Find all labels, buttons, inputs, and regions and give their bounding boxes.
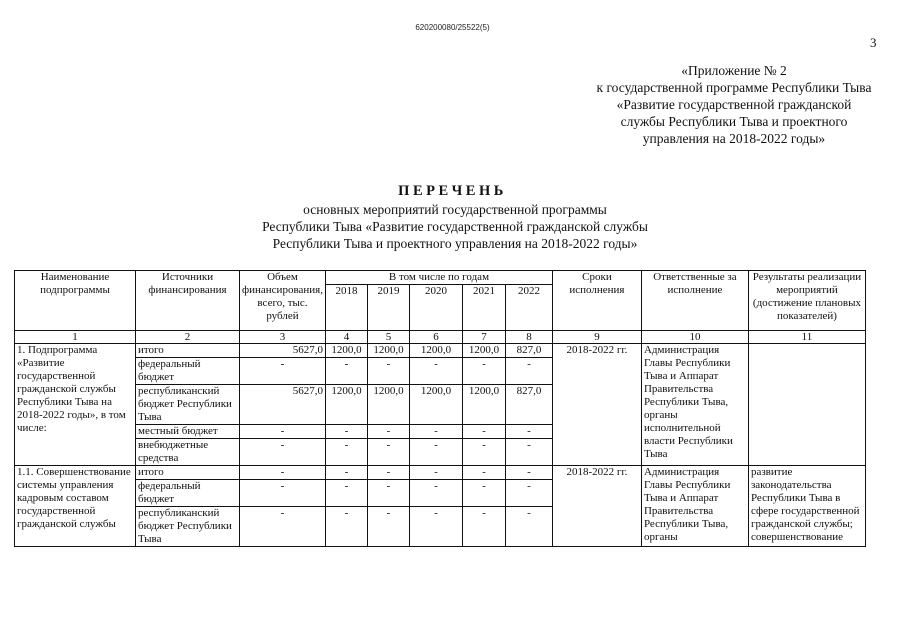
page-number: 3	[870, 35, 877, 50]
year-value: -	[367, 507, 409, 547]
total-value: -	[240, 358, 326, 385]
table-row	[15, 466, 866, 480]
year-value: -	[462, 358, 505, 385]
appendix-line: «Развитие государственной гражданской	[616, 97, 852, 112]
column-number: 11	[748, 331, 865, 344]
column-number: 10	[641, 331, 748, 344]
year-value: -	[325, 439, 367, 466]
year-value: 1200,0	[462, 344, 505, 358]
total-value: -	[240, 466, 326, 480]
year-value: -	[462, 507, 505, 547]
year-value: 1200,0	[367, 344, 409, 358]
year-value: -	[409, 507, 462, 547]
appendix-line: к государственной программе Республики Тыва	[596, 80, 872, 95]
funding-source: внебюджетные средства	[136, 439, 240, 466]
year-value: 1200,0	[325, 385, 367, 425]
header-year: 2021	[462, 285, 505, 331]
total-value: 5627,0	[240, 385, 326, 425]
year-value: -	[462, 480, 505, 507]
funding-source: итого	[136, 466, 240, 480]
header-volume: Объем финансирования, всего, тыс. рублей	[240, 271, 326, 331]
header-year: 2019	[367, 285, 409, 331]
year-value: 1200,0	[409, 344, 462, 358]
header-year: 2020	[409, 285, 462, 331]
year-value: -	[462, 466, 505, 480]
year-value: -	[409, 466, 462, 480]
subtitle-line: Республики Тыва «Развитие государственной гражданской службы	[262, 219, 648, 234]
total-value: -	[240, 507, 326, 547]
funding-source: федеральный бюджет	[136, 358, 240, 385]
year-value: -	[367, 439, 409, 466]
year-value: -	[505, 439, 552, 466]
year-value: -	[367, 466, 409, 480]
column-number: 1	[15, 331, 136, 344]
result	[748, 344, 865, 466]
year-value: 827,0	[505, 385, 552, 425]
year-value: -	[505, 466, 552, 480]
year-value: -	[325, 425, 367, 439]
year-value: -	[505, 507, 552, 547]
header-year: 2018	[325, 285, 367, 331]
document-code: 620200080/25522(5)	[415, 23, 490, 32]
header-terms: Сроки исполнения	[552, 271, 641, 331]
total-value: -	[240, 425, 326, 439]
subprogram-name: 1. Подпрограмма «Развитие государственной гражданской службы Республики Тыва на 2018-2022 годы», в том числе:	[15, 344, 136, 466]
column-number: 8	[505, 331, 552, 344]
year-value: -	[367, 358, 409, 385]
column-number: 7	[462, 331, 505, 344]
year-value: -	[409, 358, 462, 385]
result: развитие законодательства Республики Тыва в сфере государственной гражданской службы; совершенствование	[748, 466, 865, 547]
year-value: -	[367, 480, 409, 507]
header-name: Наименование подпрограммы	[15, 271, 136, 331]
subtitle-line: основных мероприятий государственной программы	[303, 202, 607, 217]
total-value: -	[240, 480, 326, 507]
total-value: -	[240, 439, 326, 466]
year-value: -	[325, 466, 367, 480]
funding-source: итого	[136, 344, 240, 358]
year-value: 1200,0	[462, 385, 505, 425]
funding-source: республиканский бюджет Республики Тыва	[136, 385, 240, 425]
year-value: 1200,0	[367, 385, 409, 425]
appendix-line: «Приложение № 2	[681, 63, 787, 78]
document-subtitle	[180, 201, 730, 252]
subprogram-name: 1.1. Совершенствование системы управления кадровым составом государственной гражданской службы	[15, 466, 136, 547]
year-value: 827,0	[505, 344, 552, 358]
year-value: -	[409, 480, 462, 507]
responsible: Администрация Главы Республики Тыва и Аппарат Правительства Республики Тыва, органы	[641, 466, 748, 547]
table-header-row	[15, 271, 866, 285]
column-number: 6	[409, 331, 462, 344]
year-value: -	[409, 439, 462, 466]
year-value: -	[325, 507, 367, 547]
table-row	[15, 344, 866, 358]
column-number: 9	[552, 331, 641, 344]
appendix-heading	[548, 62, 905, 147]
total-value: 5627,0	[240, 344, 326, 358]
year-value: 1200,0	[325, 344, 367, 358]
year-value: -	[462, 425, 505, 439]
year-value: -	[325, 480, 367, 507]
measures-table	[14, 270, 866, 547]
column-number-row	[15, 331, 866, 344]
year-value: -	[409, 425, 462, 439]
header-year: 2022	[505, 285, 552, 331]
execution-term: 2018-2022 гг.	[552, 344, 641, 466]
header-by-years: В том числе по годам	[325, 271, 552, 285]
execution-term: 2018-2022 гг.	[552, 466, 641, 547]
document-title: ПЕРЕЧЕНЬ	[398, 183, 507, 199]
year-value: -	[505, 358, 552, 385]
subtitle-line: Республики Тыва и проектного управления на 2018-2022 годы»	[272, 236, 638, 251]
year-value: -	[325, 358, 367, 385]
appendix-line: службы Республики Тыва и проектного	[620, 114, 848, 129]
column-number: 2	[136, 331, 240, 344]
funding-source: местный бюджет	[136, 425, 240, 439]
year-value: -	[505, 425, 552, 439]
funding-source: республиканский бюджет Республики Тыва	[136, 507, 240, 547]
funding-source: федеральный бюджет	[136, 480, 240, 507]
responsible: Администрация Главы Республики Тыва и Аппарат Правительства Республики Тыва, органы исполнительной власти Республики Тыва	[641, 344, 748, 466]
year-value: -	[505, 480, 552, 507]
header-source: Источники финансирования	[136, 271, 240, 331]
year-value: -	[367, 425, 409, 439]
column-number: 5	[367, 331, 409, 344]
header-responsible: Ответственные за исполнение	[641, 271, 748, 331]
appendix-line: управления на 2018-2022 годы»	[642, 131, 826, 146]
year-value: -	[462, 439, 505, 466]
year-value: 1200,0	[409, 385, 462, 425]
column-number: 4	[325, 331, 367, 344]
column-number: 3	[240, 331, 326, 344]
header-results: Результаты реализации мероприятий (достижение плановых показателей)	[748, 271, 865, 331]
